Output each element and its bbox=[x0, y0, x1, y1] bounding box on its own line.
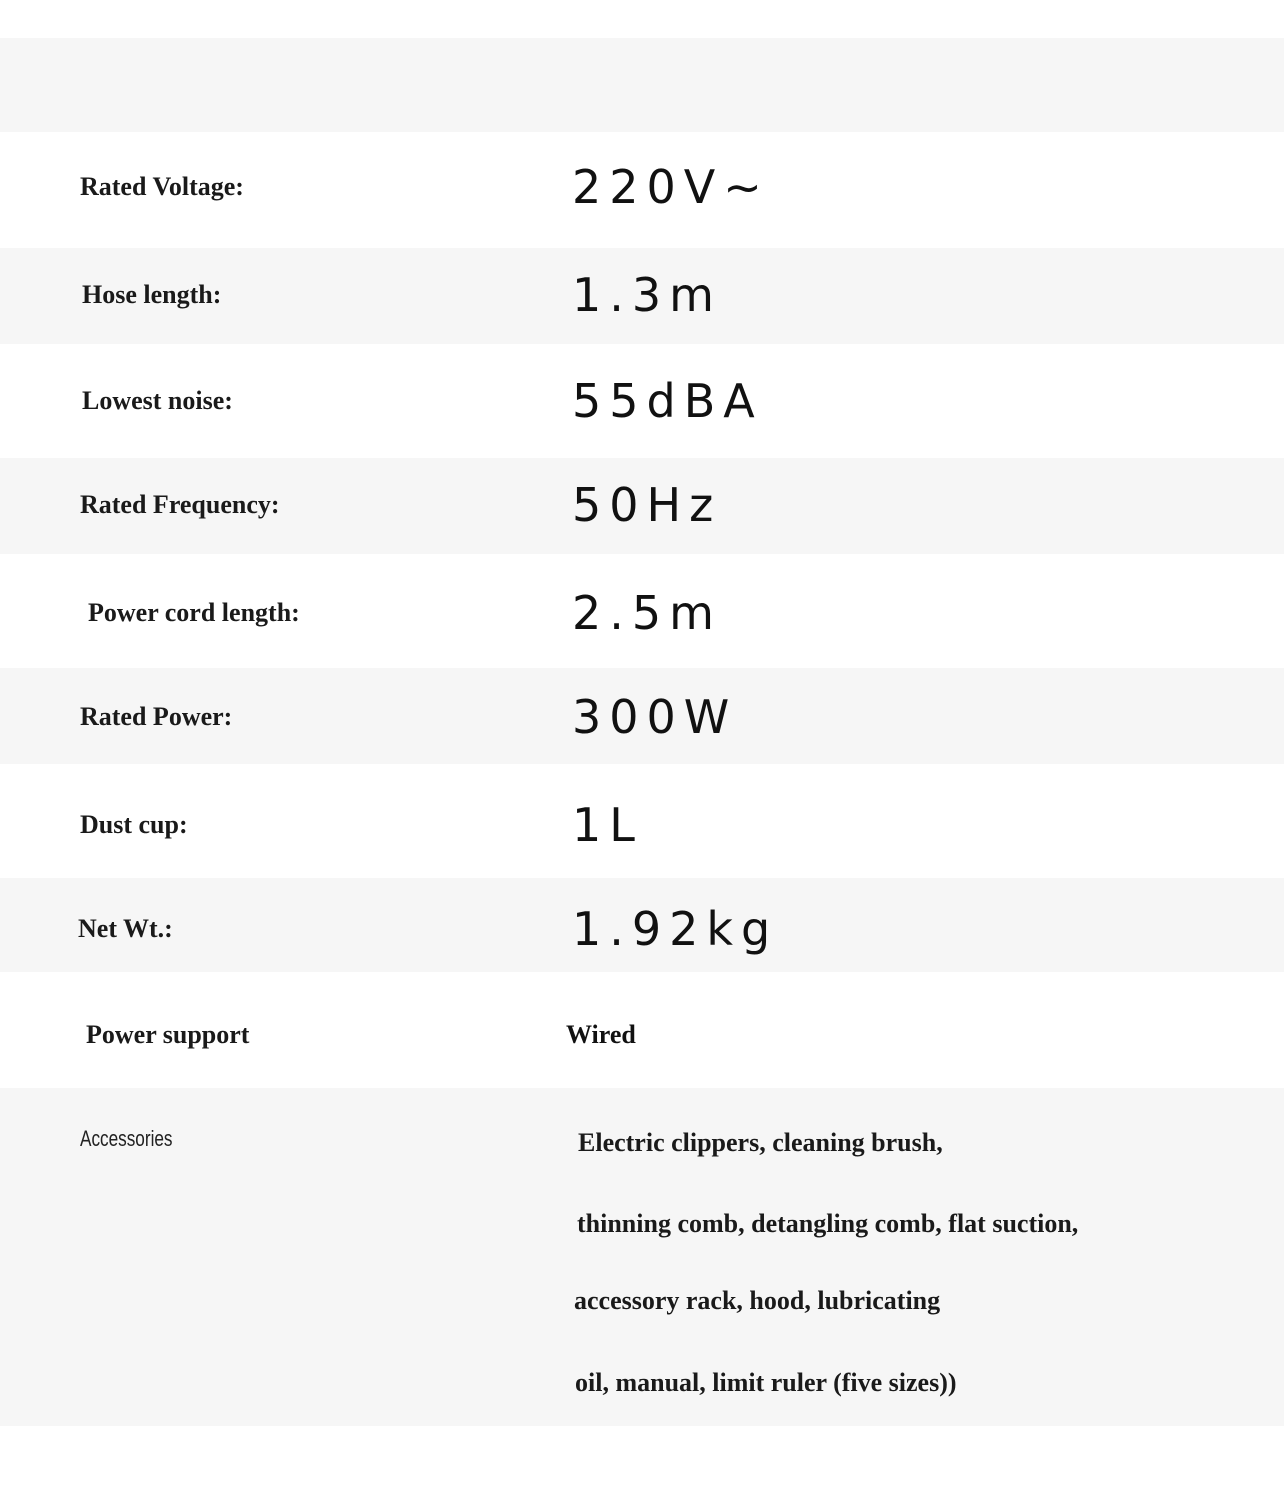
accessories-line: Electric clippers, cleaning brush, bbox=[578, 1128, 943, 1157]
spec-value: 1.92kg bbox=[572, 902, 779, 956]
spec-row-power-support bbox=[0, 972, 1284, 1088]
accessories-label: Accessories bbox=[80, 1126, 173, 1151]
spec-row-accessories bbox=[0, 1088, 1284, 1426]
spec-value: Wired bbox=[566, 1020, 636, 1049]
spec-row-dust-cup bbox=[0, 764, 1284, 878]
spec-value: 2.5m bbox=[572, 586, 722, 640]
spec-row-rated-power bbox=[0, 668, 1284, 764]
spec-value: 55dBA bbox=[572, 374, 763, 428]
spec-label: Power cord length: bbox=[88, 598, 300, 627]
spec-row-rated-voltage bbox=[0, 132, 1284, 248]
spec-value: 1L bbox=[572, 798, 643, 852]
spec-label: Dust cup: bbox=[80, 810, 188, 839]
spec-label: Rated Frequency: bbox=[80, 490, 280, 519]
spec-row-power-cord-length bbox=[0, 554, 1284, 668]
spec-value: 300W bbox=[572, 690, 738, 744]
spec-label: Rated Voltage: bbox=[80, 172, 244, 201]
spec-label: Lowest noise: bbox=[82, 386, 233, 415]
spec-value: 220V~ bbox=[572, 160, 770, 214]
accessories-line: oil, manual, limit ruler (five sizes)) bbox=[575, 1368, 957, 1397]
header-band bbox=[0, 38, 1284, 132]
spec-row-net-weight bbox=[0, 878, 1284, 972]
spec-label: Power support bbox=[86, 1020, 250, 1049]
spec-row-lowest-noise bbox=[0, 344, 1284, 458]
spec-label: Hose length: bbox=[82, 280, 222, 309]
spec-row-rated-frequency bbox=[0, 458, 1284, 554]
spec-row-hose-length bbox=[0, 248, 1284, 344]
spec-value: 1.3m bbox=[572, 268, 722, 322]
accessories-line: thinning comb, detangling comb, flat suction, bbox=[577, 1209, 1079, 1238]
spec-label: Rated Power: bbox=[80, 702, 233, 731]
spec-value: 50Hz bbox=[572, 478, 722, 532]
accessories-line: accessory rack, hood, lubricating bbox=[574, 1286, 941, 1315]
spec-label: Net Wt.: bbox=[78, 914, 173, 943]
